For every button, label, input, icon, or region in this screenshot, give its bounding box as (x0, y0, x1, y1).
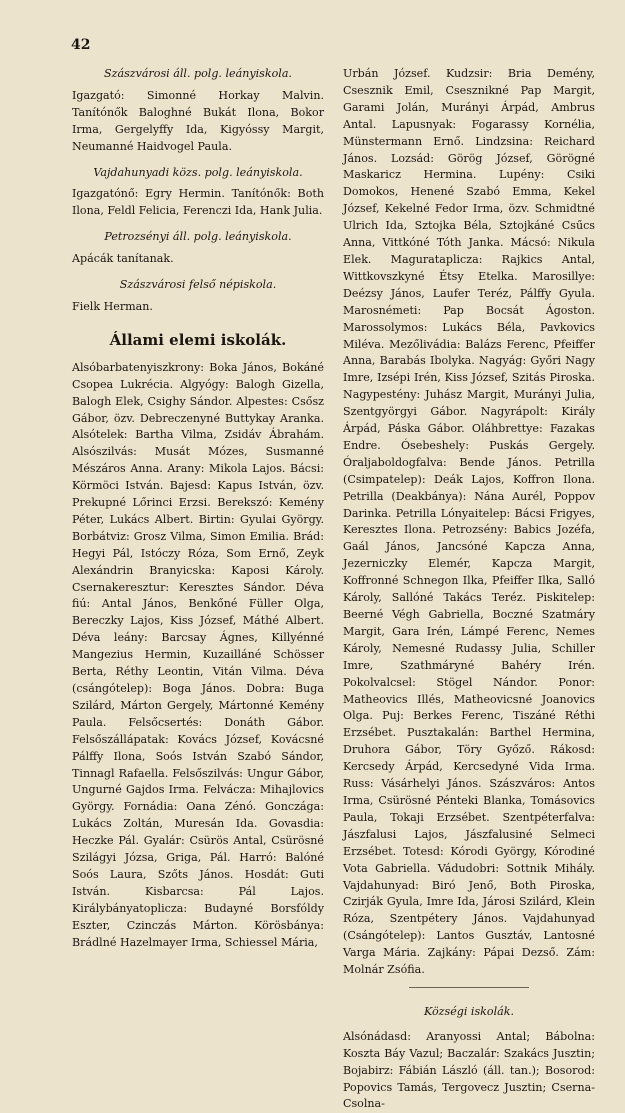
divider-rule (409, 987, 529, 988)
school-staff: Igazgatónő: Egry Hermin. Tanítónők: Both Ilona, Feldl Felicia, Ferenczi Ida, Hank Julia. (72, 187, 324, 218)
continued-section-body: Urbán József. Kudzsir: Bria Demény, Csesznik Emil, Csesznikné Pap Margit, Garami Jolán, Murányi Árpád, Ambrus Antal. Lapusnyak: Fogarassy Kornélia, Münstermann Ernő. Lindzsina: Reichard János. Lozsád: Görög József, Görögné Maskaricz Hermina. Lupény: Csiki Domokos, Henené Szabó Emma, Kekel József, Kekelné Fedor Irma, özv. Schmidtné Ulrich Ida, Sztojka Béla, Sztojkáné Csűcs Anna, Vittkóné Tóth Janka. Mácsó: Nikula Elek. Maguratapliсza: Rajkics Antal, Wittkovszkyné Étsy Etelka. Marosillye: Deézsy János, Laufer Teréz, Pálffy Gyula. Marosnémeti: Pap Bocsát Ágoston. Marossolymos: Lukács Béla, Pavkovics Miléva. Mezőlivádia: Balázs Ferenc, Pfeiffer Anna, Barabás Ibolyka. Nagyág: Győri Nagy Imre, Izsépi Irén, Kiss József, Szitás Piroska. Nagypestény: Juhász Margit, Murányi Julia, Szentgyörgyi Gábor. Nagyrápolt: Király Árpád, Páska Gábor. Oláhbrettye: Fazakas Endre. Ósebeshely: Puskás Gergely. Óraljaboldogfalva: Bende János. Petrilla (Csimpatelep): Deák Lajos, Koffron Ilona. Petrilla (Deakbánya): Nána Aurél, Poppov Darinka. Petrilla Lónyaitelep: Bácsi Frigyes, Keresztes Ilona. Petrozsény: Babics Jozéfa, Gaál János, Jancsóné Kapcza Anna, Jezerniczky Elemér, Kapcza Margit, Koffronné Schnegon Ilka, Pfeiffer Ilka, Salló Károly, Sallóné Takács Teréz. Piskitelep: Beerné Végh Gabriella, Boczné Szatmáry Margit, Gara Irén, Lámpé Ferenc, Nemes Károly, Nemesné Rudassy Julia, Schiller Imre, Szathmáryné Bahéry Irén. Pokolvalcsel: Stögel Nándor. Ponor: Matheovics Illés, Matheovicsné Joanovics Olga. Puj: Berkes Ferenc, Tiszáné Réthi Erzsébet. Pusztakalán: Barthel Hermina, Druhora Gábor, Töry Győző. Rákosd: Kercsedy Árpád, Kercsedyné Vida Irma. Russ: Vásárhelyi János. Szászváros: Antos Irma, Csürösné Pénteki Blanka, Tomásovics Paula, Tokaji Erzsébet. Szentpéterfalva: Jászfalusi Lajos, Jászfalusiné Selmeci Erzsébet. Totesd: Kórodi György, Kórodiné Vota Gabriella. Vádudobri: Sottnik Mihály. Vajdahunyad: Biró Jenő, Both Piroska, Czirják Gyula, Imre Ida, Járosi Szilárd, Klein Róza, Szentpétery János. Vajdahunyad (Csángótelep): Lantos Gusztáv, Lantosné Varga Mária. Zajkány: Pápai Dezső. Zám: Molnár Zsófia. (343, 67, 595, 977)
school-staff: Igazgató: Simonné Horkay Malvin. Tanítónők Baloghné Bukát Ilona, Bokor Irma, Gergelyffy Ida, Kigyóssy Margit, Neumanné Haidvogel Paula. (72, 88, 324, 153)
school-title: Petrozsényi áll. polg. leányiskola. (104, 230, 292, 244)
school-title: Szászvárosi áll. polg. leányiskola. (104, 67, 292, 80)
school-entry (72, 229, 324, 268)
school-title: Szászvárosi felső népiskola. (119, 278, 277, 292)
school-entry (72, 66, 324, 156)
school-title: Vajdahunyadi közs. polg. leányiskola. (93, 165, 303, 179)
section-body: Alsóbarbatenyiszkrony: Boka János, Bokáné Csopea Lukrécia. Algyógy: Balogh Gizella, Balogh Elek, Csighy Sándor. Alpestes: Csősz Gábor, özv. Debreczenyné Buttykay Aranka. Alsótelek: Bartha Vilma, Zsidáv Ábrahám. Alsószilvás: Musát Mózes, Susmanné Mészáros Anna. Arany: Mikola Lajos. Bácsi: Körmöci István. Bajesd: Kapus István, özv. Prekupné Lőrinci Erzsi. Berekszó: Kemény Péter, Lukács Albert. Birtin: Gyulai György. Borbátviz: Grosz Vilma, Simon Emilia. Brád: Hegyi Pál, Istóczy Róza, Som Ernő, Zeyk Alexándrin Branyicska: Kaposi Károly. Csernakeresztur: Keresztes Sándor. Déva fiú: Antal János, Benkőné Füller Olga, Bereczky Lajos, Kiss József, Máthé Albert. Déva leány: Barcsay Ágnes, Killyénné Mangezius Hermin, Kuzailláné Schösser Berta, Réthy Leontin, Vitán Vilma. Déva (csángótelep): Boga János. Dobra: Buga Szilárd, Márton Gergely, Mártonné Kemény Paula. Felsőcsertés: Donáth Gábor. Felsőszállápatak: Kovács József, Kovácsné Pálffy Ilona, Soós István Szabó Sándor, Tinnagl Rafaella. Felsőszilvás: Ungur Gábor, Ungurné Gajdos Irma. Felvácza: Mihajlovics György. Fornádia: Oana Zénó. Gonczága: Lukács Zoltán, Muresán Ida. Govasdia: Heczke Pál. Gyalár: Csürös Antal, Csürösné Szilágyi Józsa, Griga, Pál. Harró: Balóné Soós Laura, Szőts János. Hosdát: Guti István. Kisbarcsa: Pál Lajos. Királybányatoplicza: Budayné Borsfóldy Eszter, Czinczás Márton. Körösbánya: Brádlné Hazelmayer Irma, Schiessel Mária, (72, 360, 324, 949)
section-heading: Községi iskolák. (423, 1004, 514, 1018)
section-heading: Állami elemi iskolák. (109, 330, 287, 349)
section-body: Alsónádasd: Aranyossi Antal; Bábolna: Koszta Báy Vazul; Baczalár: Szakács Jusztin; Bojabirz: Fábián László (áll. tan.); Bosorod: Popovics Tamás, Tergovecz Jusztin; Cserna-Csolna- (343, 1029, 595, 1111)
page-number: 42 (71, 37, 91, 53)
school-staff: Apácák tanítanak. (72, 252, 174, 266)
school-staff: Fielk Herman. (72, 299, 153, 313)
left-column (72, 66, 324, 952)
school-entry (72, 165, 324, 221)
right-column (343, 66, 595, 1113)
school-entry (72, 277, 324, 316)
